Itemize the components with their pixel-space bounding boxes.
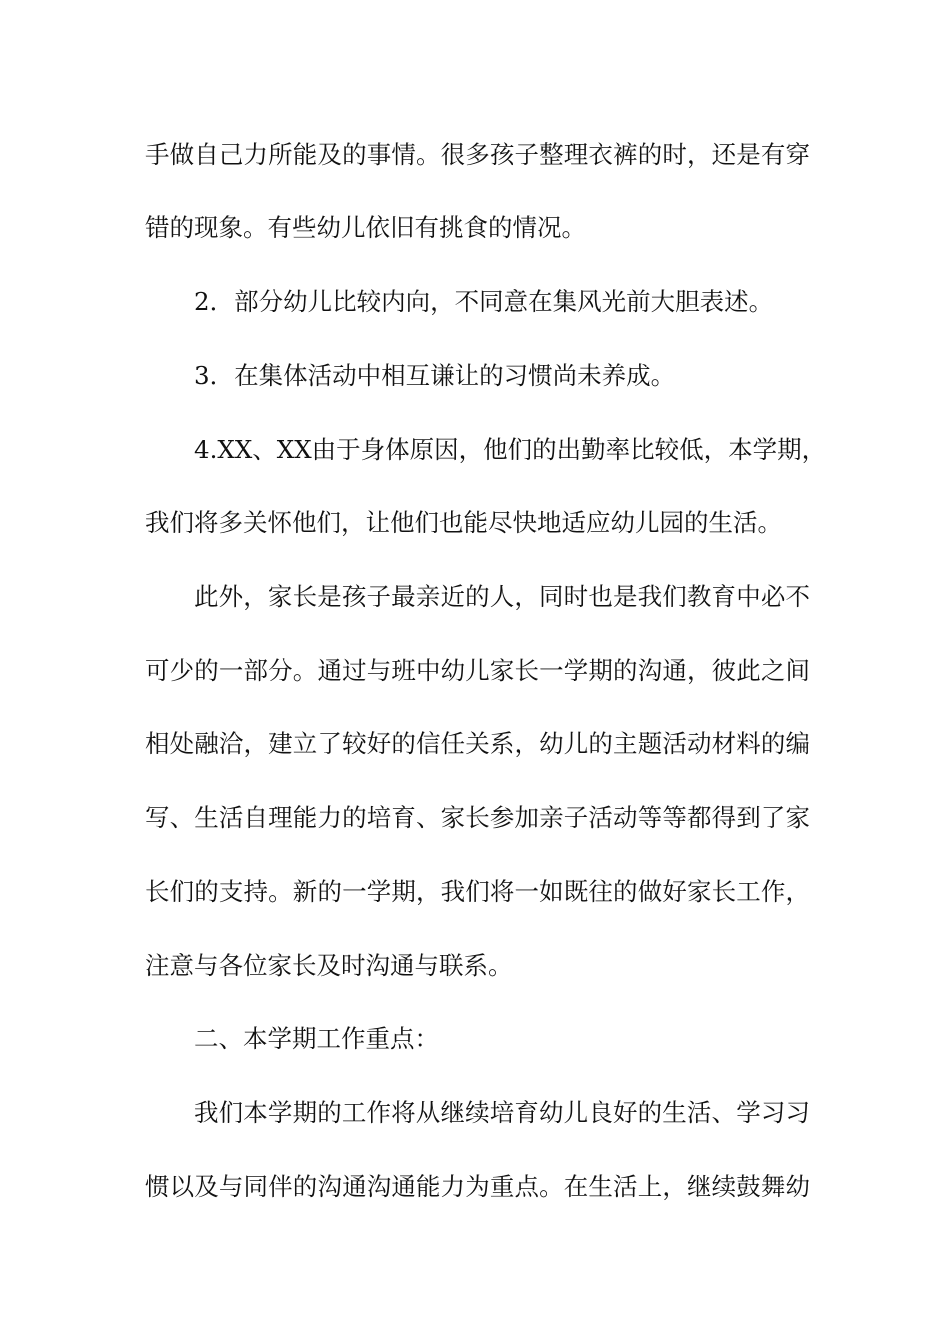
paragraph-line: 此外，家长是孩子最亲近的人，同时也是我们教育中必不	[194, 582, 810, 611]
paragraph-line: 写、生活自理能力的培育、家长参加亲子活动等等都得到了家	[145, 803, 810, 832]
list-item-3: 3．在集体活动中相互谦让的习惯尚未养成。	[194, 361, 676, 390]
paragraph-line: 可少的一部分。通过与班中幼儿家长一学期的沟通，彼此之间	[145, 656, 810, 685]
paragraph-line: 相处融洽，建立了较好的信任关系，幼儿的主题活动材料的编	[145, 729, 810, 758]
list-item-4: 4.XX、XX由于身体原因，他们的出勤率比较低，本学期，	[194, 435, 827, 464]
paragraph-line: 注意与各位家长及时沟通与联系。	[145, 951, 513, 980]
paragraph-line: 手做自己力所能及的事情。很多孩子整理衣裤的时，还是有穿	[145, 140, 810, 169]
list-item-2: 2．部分幼儿比较内向，不同意在集风光前大胆表述。	[194, 287, 774, 316]
paragraph-line: 我们将多关怀他们，让他们也能尽快地适应幼儿园的生活。	[145, 508, 782, 537]
section-heading: 二、本学期工作重点：	[194, 1024, 439, 1053]
paragraph-line: 长们的支持。新的一学期，我们将一如既往的做好家长工作，	[145, 877, 810, 906]
paragraph-line: 错的现象。有些幼儿依旧有挑食的情况。	[145, 213, 586, 242]
paragraph-line: 惯以及与同伴的沟通沟通能力为重点。在生活上，继续鼓舞幼	[145, 1172, 810, 1201]
paragraph-line: 我们本学期的工作将从继续培育幼儿良好的生活、学习习	[194, 1098, 810, 1127]
